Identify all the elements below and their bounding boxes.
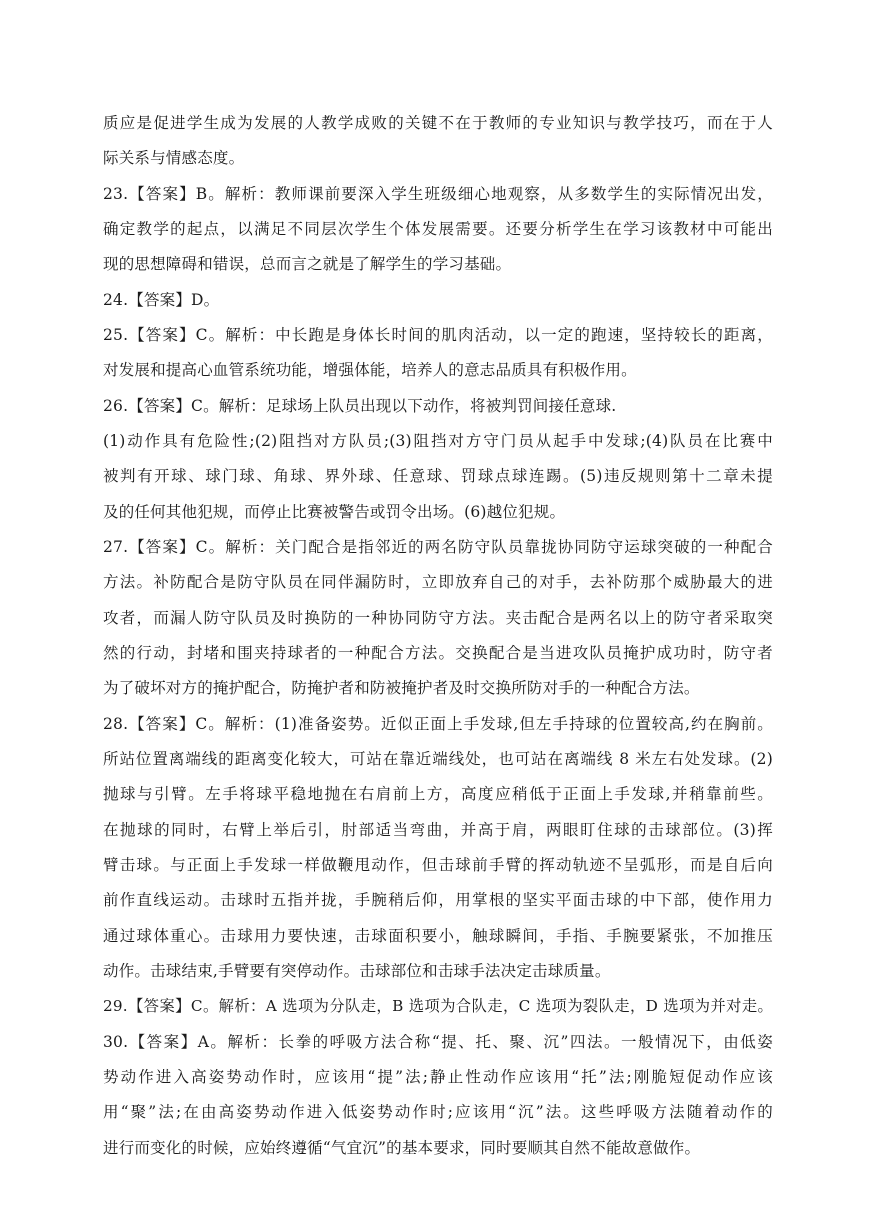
text-line: 及的任何其他犯规，而停止比赛被警告或罚令出场。(6)越位犯规。 <box>103 503 566 521</box>
text-line: 际关系与情感态度。 <box>103 149 245 167</box>
text-line: 前作直线运动。击球时五指并拢，手腕稍后仰，用掌根的坚实平面击球的中下部，使作用力 <box>103 891 773 909</box>
text-line: 24.【答案】D。 <box>103 291 220 309</box>
text-line: 26.【答案】C。解析：足球场上队员出现以下动作，将被判罚间接任意球. <box>103 397 617 415</box>
text-line: 为了破坏对方的掩护配合，防掩护者和防被掩护者及时交换所防对手的一种配合方法。 <box>103 679 700 697</box>
text-line: 动作。击球结束,手臂要有突停动作。击球部位和击球手法决定击球质量。 <box>103 962 611 980</box>
text-line: 对发展和提高心血管系统功能，增强体能，培养人的意志品质具有积极作用。 <box>103 361 637 379</box>
text-line: 抛球与引臂。左手将球平稳地抛在右肩前上方，高度应稍低于正面上手发球,并稍靠前些。 <box>103 785 773 803</box>
text-line: 通过球体重心。击球用力要快速，击球面积要小，触球瞬间，手指、手腕要紧张，不加推压 <box>103 927 773 945</box>
text-line: 臂击球。与正面上手发球一样做鞭甩动作，但击球前手臂的挥动轨迹不呈弧形，而是自后向 <box>103 856 773 874</box>
text-line: 所站位置离端线的距离变化较大，可站在靠近端线处，也可站在离端线 8 米左右处发球。(2) <box>103 750 773 768</box>
text-line: 方法。补防配合是防守队员在同伴漏防时，立即放弃自己的对手，去补防那个威胁最大的进 <box>103 573 773 591</box>
text-line: 然的行动，封堵和围夹持球者的一种配合方法。交换配合是当进攻队员掩护成功时，防守者 <box>103 644 773 662</box>
text-line: 25.【答案】C。解析：中长跑是身体长时间的肌肉活动，以一定的跑速，坚持较长的距离， <box>103 326 773 344</box>
text-line: 现的思想障碍和错误，总而言之就是了解学生的学习基础。 <box>103 255 512 273</box>
text-line: 27.【答案】C。解析：关门配合是指邻近的两名防守队员靠拢协同防守运球突破的一种配合 <box>103 538 773 556</box>
text-line: 质应是促进学生成为发展的人教学成败的关键不在于教师的专业知识与教学技巧，而在于人 <box>103 114 773 132</box>
text-line: 23.【答案】B。解析：教师课前要深入学生班级细心地观察，从多数学生的实际情况出发， <box>103 185 773 203</box>
text-line: (1)动作具有危险性;(2)阻挡对方队员;(3)阻挡对方守门员从起手中发球;(4)队员在比赛中 <box>103 432 773 450</box>
text-line: 29.【答案】C。解析：A 选项为分队走，B 选项为合队走，C 选项为裂队走，D 选项为并对走。 <box>103 997 773 1015</box>
text-line: 在抛球的同时，右臂上举后引，肘部适当弯曲，并高于肩，两眼盯住球的击球部位。(3)挥 <box>103 821 773 839</box>
text-line: 势动作进入高姿势动作时，应该用“提”法;静止性动作应该用“托”法;刚脆短促动作应该 <box>103 1068 773 1086</box>
text-line: 确定教学的起点，以满足不同层次学生个体发展需要。还要分析学生在学习该教材中可能出 <box>103 220 773 238</box>
text-line: 30.【答案】A。解析：长拳的呼吸方法合称“提、托、聚、沉”四法。一般情况下，由低姿 <box>103 1033 773 1051</box>
text-line: 进行而变化的时候，应始终遵循“气宜沉”的基本要求，同时要顺其自然不能故意做作。 <box>103 1139 701 1157</box>
text-line: 28.【答案】C。解析：(1)准备姿势。近似正面上手发球,但左手持球的位置较高,约在胸前。 <box>103 715 773 733</box>
text-line: 用“聚”法;在由高姿势动作进入低姿势动作时;应该用“沉”法。这些呼吸方法随着动作的 <box>103 1103 773 1121</box>
text-line: 攻者，而漏人防守队员及时换防的一种协同防守方法。夹击配合是两名以上的防守者采取突 <box>103 609 773 627</box>
text-line: 被判有开球、球门球、角球、界外球、任意球、罚球点球连踢。(5)违反规则第十二章未提 <box>103 467 773 485</box>
